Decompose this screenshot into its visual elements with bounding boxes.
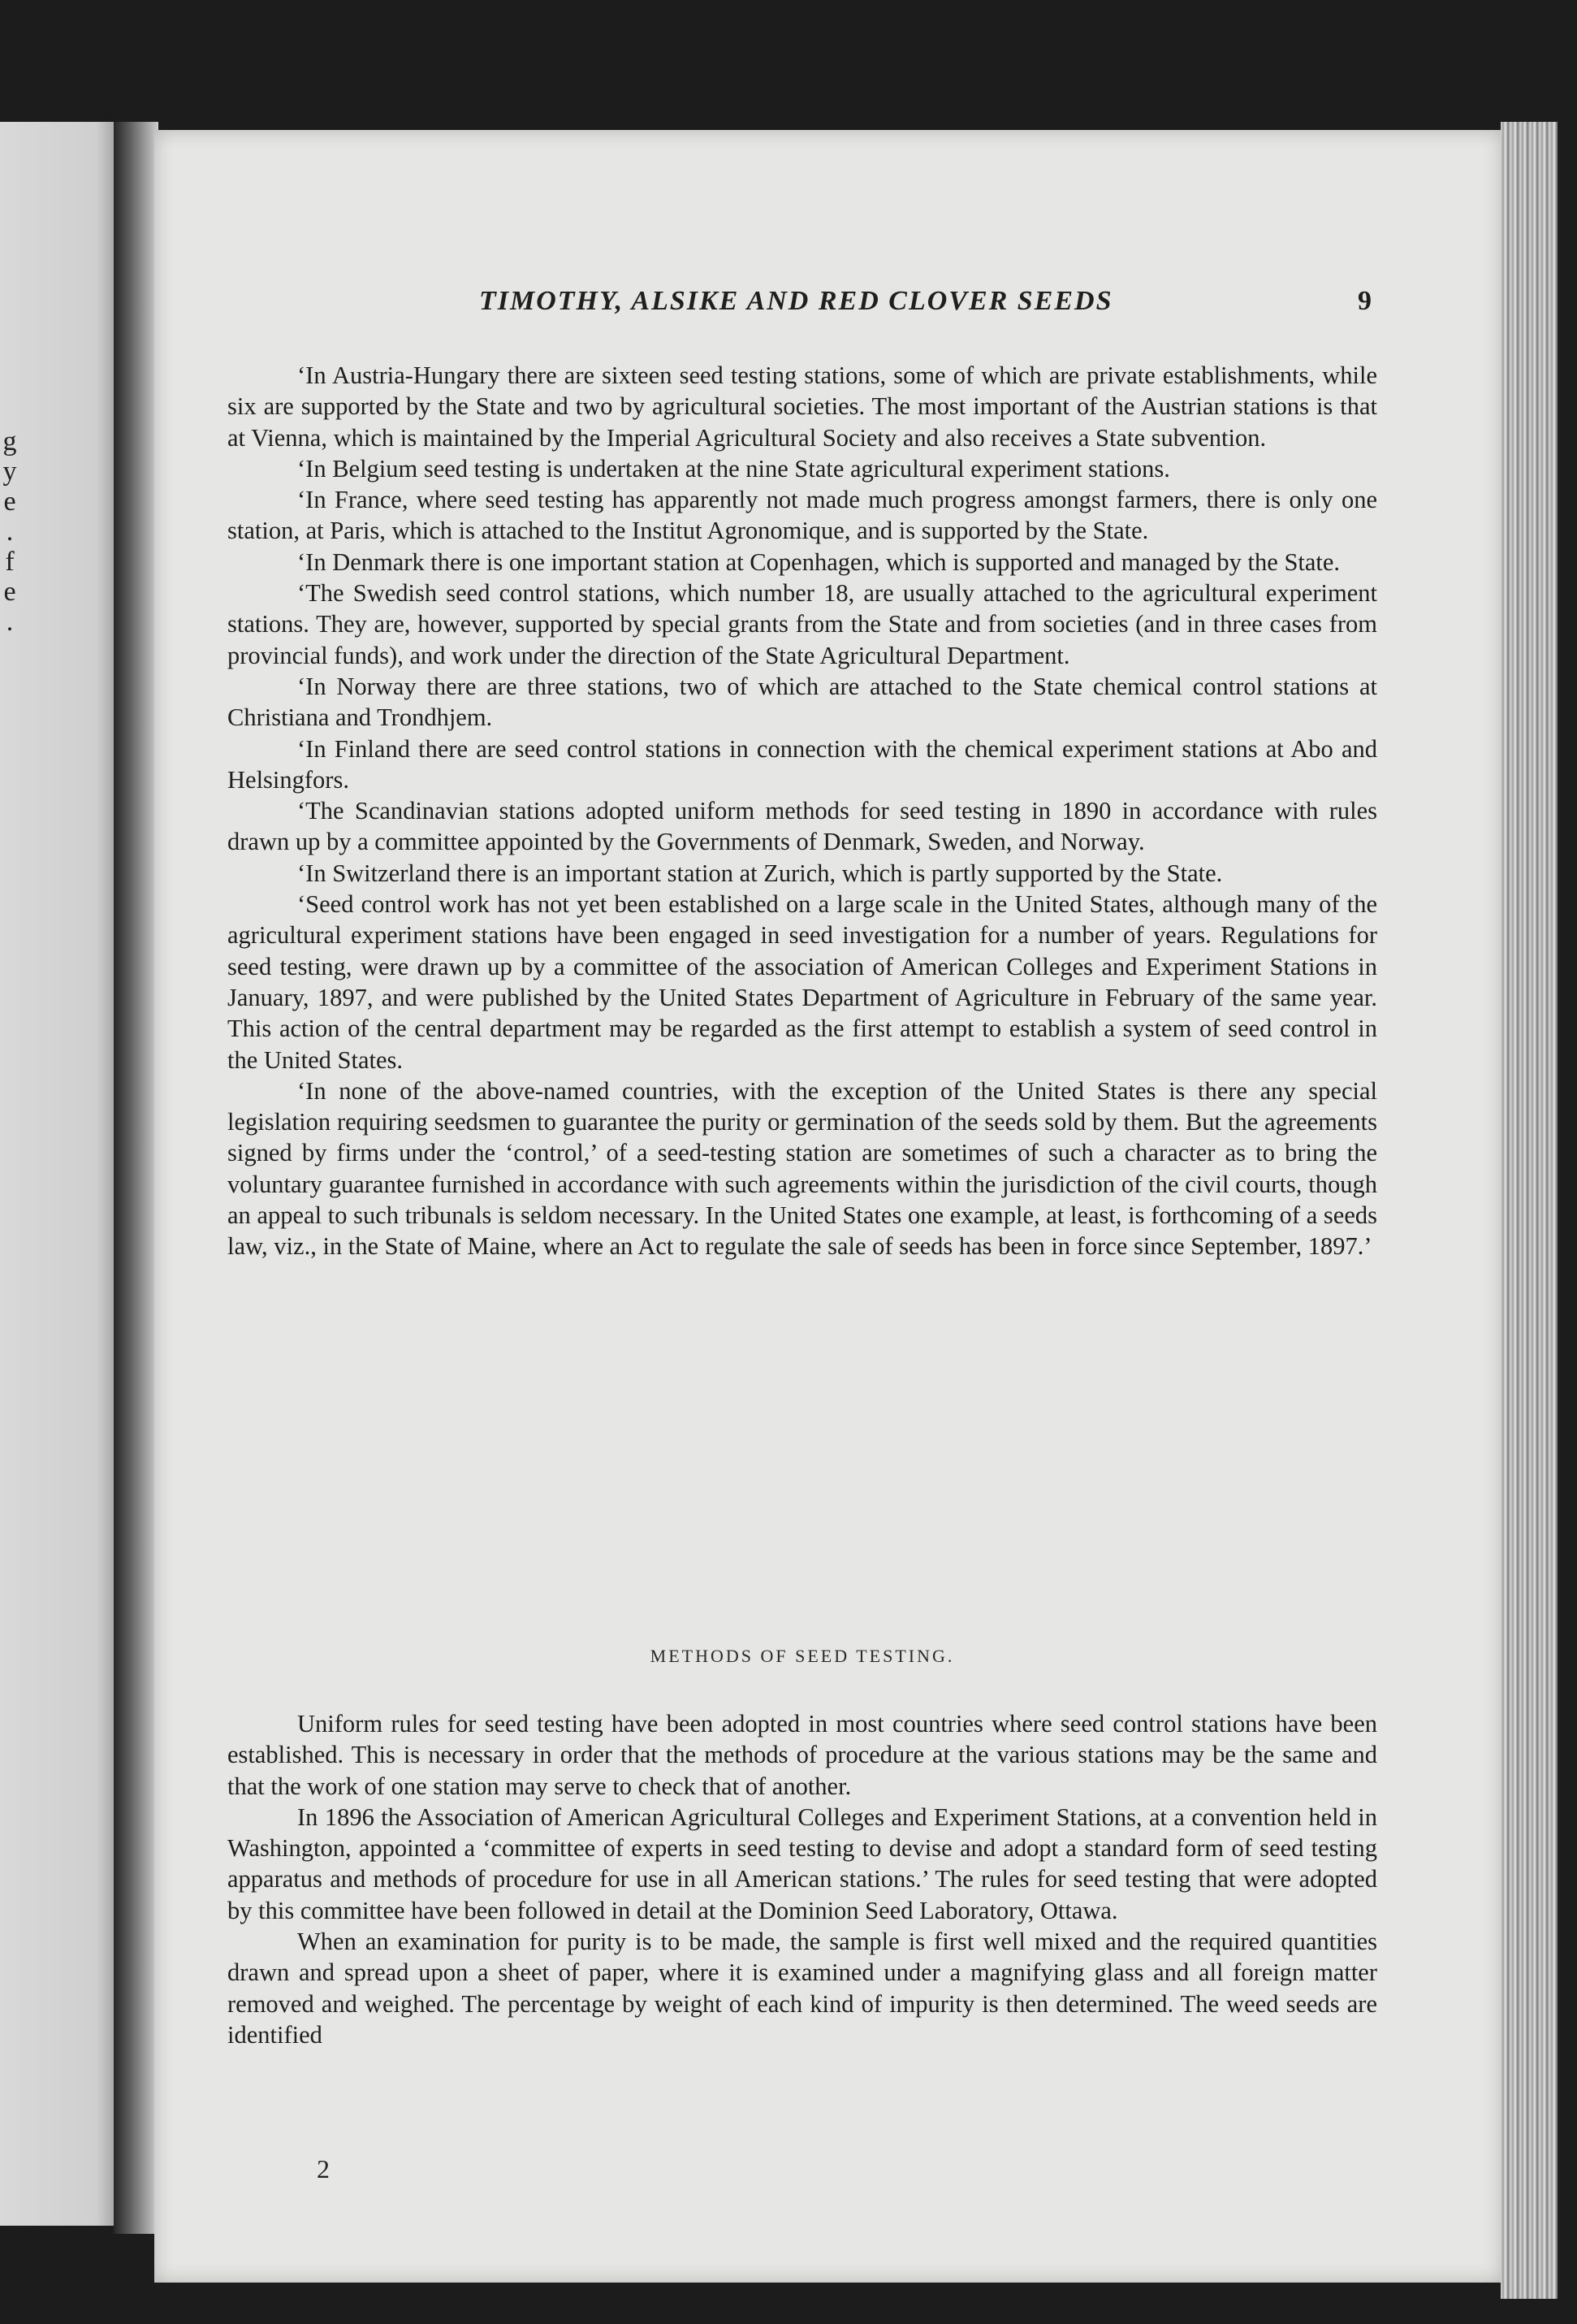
facing-letter: . [6, 607, 14, 637]
facing-letter: e [3, 487, 16, 517]
paragraph-austria: ‘In Austria-Hungary there are sixteen seed testing stations, some of which are private establishments, while six are supported by the State and two by agricultural societies. The most important of the Austrian stations is that at Vienna, which is maintained by the Imperial Agricultural Society and also receives a State subvention. [227, 361, 1377, 452]
paragraph-association: In 1896 the Association of American Agricultural Colleges and Experiment Stations, at a convention held in Washington, appointed a ‘committee of experts in seed testing to devise and adopt a standard form of seed testing apparatus and methods of procedure for use in all American stations.’ The rules for seed testing that were adopted by this committee have been followed in detail at the Dominion Seed Laboratory, Ottawa. [227, 1803, 1377, 1924]
paragraph-examination: When an examination for purity is to be made, the sample is first well mixed and the required quantities drawn and spread upon a sheet of paper, where it is examined under a magnifying glass and all foreign matter removed and weighed. The percentage by weight of each kind of impurity is then determined. The weed seeds are identified [227, 1928, 1377, 2049]
page-number: 9 [1358, 286, 1372, 316]
paragraph-uniform-rules: Uniform rules for seed testing have been adopted in most countries where seed control stations have been established. This is necessary in order that the methods of procedure at the various stations may be the same and that the work of one station may serve to check that of another. [227, 1710, 1377, 1800]
paragraph-sweden: ‘The Swedish seed control stations, which number 18, are usually attached to the agricultural experiment stations. They are, however, supported by special grants from the State and from societies (and in three cases from provincial funds), and work under the direction of the State Agricultural Department. [227, 579, 1377, 669]
paragraph-france: ‘In France, where seed testing has apparently not made much progress amongst farmers, there is only one station, at Paris, which is attached to the Institut Agronomique, and is supported by the State. [227, 486, 1377, 545]
paragraph-scandinavia: ‘The Scandinavian stations adopted uniform methods for seed testing in 1890 in accordance with rules drawn up by a committee appointed by the Governments of Denmark, Sweden, and Norway. [227, 797, 1377, 856]
page-edges [1501, 122, 1558, 2299]
quoted-report [227, 360, 1377, 1262]
paragraph-switzerland: ‘In Switzerland there is an important station at Zurich, which is partly supported by the State. [297, 859, 1223, 887]
facing-letter: y [2, 457, 17, 487]
paragraph-norway: ‘In Norway there are three stations, two of which are attached to the State chemical control stations at Christiana and Trondhjem. [227, 672, 1377, 732]
paragraph-united-states: ‘Seed control work has not yet been established on a large scale in the United States, although many of the agricultural experiment stations have been engaged in seed investigation for a number of years. Regulations for seed testing, were drawn up by a committee of the association of American Colleges and Experiment Stations in January, 1897, and were published by the United States Department of Agriculture in February of the same year. This action of the central department may be regarded as the first attempt to establish a system of seed control in the United States. [227, 890, 1377, 1074]
paragraph-legislation: ‘In none of the above-named countries, with the exception of the United States is there any special legislation requiring seedsmen to guarantee the purity or germination of the seeds sold by them. But the agreements signed by firms under the ‘control,’ of a seed-testing station are sometimes of such a character as to bring the voluntary guarantee furnished in accordance with such agreements within the jurisdiction of the civil courts, though an appeal to such tribunals is seldom necessary. In the United States one example, at least, is forthcoming of a seeds law, viz., in the State of Maine, where an Act to regulate the sale of seeds has been in force since September, 1897.’ [227, 1076, 1377, 1261]
book-gutter [114, 122, 158, 2234]
paragraph-denmark: ‘In Denmark there is one important station at Copenhagen, which is supported and managed by the State. [297, 547, 1341, 576]
facing-letter: . [6, 517, 14, 547]
paragraph-finland: ‘In Finland there are seed control stations in connection with the chemical experiment stations at Abo and Helsingfors. [227, 734, 1377, 794]
signature-mark: 2 [317, 2154, 330, 2183]
facing-letter: e [3, 577, 16, 607]
running-title: TIMOTHY, ALSIKE AND RED CLOVER SEEDS [479, 286, 1113, 316]
facing-letter: g [2, 426, 17, 457]
facing-letter: f [5, 547, 15, 577]
methods-section [227, 1708, 1377, 2050]
section-heading: METHODS OF SEED TESTING. [650, 1646, 955, 1666]
paragraph-belgium: ‘In Belgium seed testing is undertaken at the nine State agricultural experiment stations. [297, 454, 1170, 483]
facing-page-letters [0, 426, 19, 637]
